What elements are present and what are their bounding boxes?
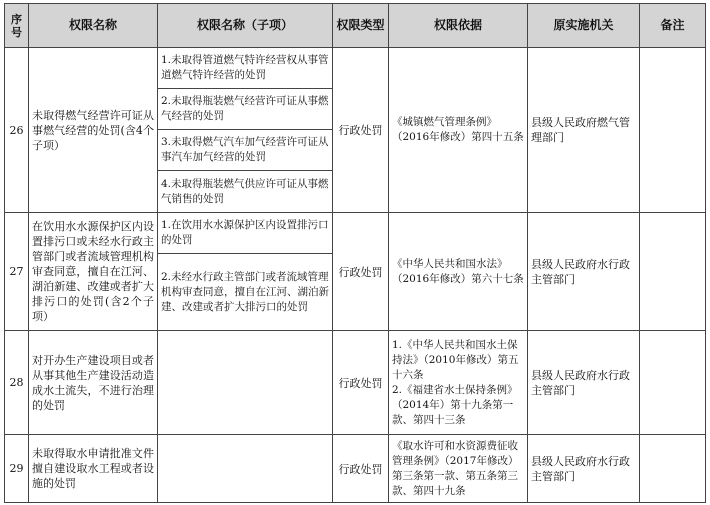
remarks — [640, 435, 706, 503]
header-type: 权限类型 — [333, 4, 389, 48]
permissions-table — [4, 3, 706, 503]
permission-type: 行政处罚 — [333, 213, 389, 331]
permission-basis: 《取水许可和水资源费征收管理条例》（2017年修改）第三条第一款、第五条第三款、第四十九条 — [389, 435, 528, 503]
table-row — [5, 213, 706, 254]
header-name: 权限名称 — [29, 4, 158, 48]
header-subname: 权限名称（子项） — [158, 4, 333, 48]
subitem — [158, 435, 333, 503]
table-row — [5, 331, 706, 435]
header-basis: 权限依据 — [389, 4, 528, 48]
subitem: 4.未取得瓶装燃气供应许可证从事燃气销售的处罚 — [158, 171, 333, 213]
row-number: 27 — [5, 213, 29, 331]
header-seq: 序号 — [5, 4, 29, 48]
permission-name: 在饮用水水源保护区内设置排污口或未经水行政主管部门或者流域管理机构审查同意，擅自在江河、湖泊新建、改建或者扩大排污口的处罚(含2个子项） — [29, 213, 158, 331]
permission-name: 未取得燃气经营许可证从事燃气经营的处罚(含4个子项） — [29, 48, 158, 213]
permission-type: 行政处罚 — [333, 331, 389, 435]
permission-basis: 《城镇燃气管理条例》（2016年修改）第四十五条 — [389, 48, 528, 213]
header-note: 备注 — [640, 4, 706, 48]
subitem: 1.在饮用水水源保护区内设置排污口的处罚 — [158, 213, 333, 254]
remarks — [640, 213, 706, 331]
permission-name: 未取得取水申请批准文件擅自建设取水工程或者设施的处罚 — [29, 435, 158, 503]
header-row — [5, 4, 706, 48]
permission-name: 对开办生产建设项目或者从事其他生产建设活动造成水土流失，不进行治理的处罚 — [29, 331, 158, 435]
permission-basis: 《中华人民共和国水法》（2016年修改）第六十七条 — [389, 213, 528, 331]
remarks — [640, 48, 706, 213]
table-row — [5, 435, 706, 503]
subitem — [158, 331, 333, 435]
row-number: 28 — [5, 331, 29, 435]
implementing-org: 县级人民政府燃气管理部门 — [528, 48, 640, 213]
permission-basis: 1.《中华人民共和国水土保持法》（2010年修改）第五十六条 2.《福建省水土保持条例》（2014年）第十九条第一款、第四十三条 — [389, 331, 528, 435]
remarks — [640, 331, 706, 435]
subitem: 3.未取得燃气汽车加气经营许可证从事汽车加气经营的处罚 — [158, 130, 333, 171]
permission-type: 行政处罚 — [333, 48, 389, 213]
row-number: 29 — [5, 435, 29, 503]
permission-type: 行政处罚 — [333, 435, 389, 503]
row-number: 26 — [5, 48, 29, 213]
table-row — [5, 48, 706, 89]
implementing-org: 县级人民政府水行政主管部门 — [528, 435, 640, 503]
implementing-org: 县级人民政府水行政主管部门 — [528, 331, 640, 435]
subitem: 1.未取得管道燃气特许经营权从事管道燃气特许经营的处罚 — [158, 48, 333, 89]
implementing-org: 县级人民政府水行政主管部门 — [528, 213, 640, 331]
header-org: 原实施机关 — [528, 4, 640, 48]
subitem: 2.未取得瓶装燃气经营许可证从事燃气经营的处罚 — [158, 89, 333, 130]
subitem: 2.未经水行政主管部门或者流域管理机构审查同意，擅自在江河、湖泊新建、改建或者扩大排污口的处罚 — [158, 254, 333, 331]
